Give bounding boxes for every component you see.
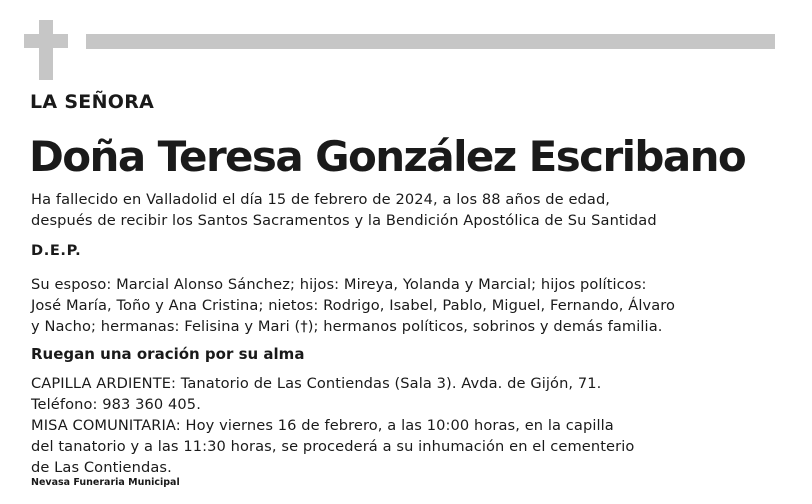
details-line: del tanatorio y a las 11:30 horas, se procederá a su inhumación en el cementerio: [31, 438, 635, 455]
dep-label: D.E.P.: [31, 242, 82, 259]
honorific-title: LA SEÑORA: [30, 91, 155, 113]
family-line: José María, Toño y Ana Cristina; nietos: Rodrigo, Isabel, Pablo, Miguel, Fernando, Álvaro: [31, 297, 676, 314]
family-line: Su esposo: Marcial Alonso Sánchez; hijos: Mireya, Yolanda y Marcial; hijos políticos:: [31, 276, 647, 293]
details-line: Teléfono: 983 360 405.: [31, 396, 201, 413]
family-list: [31, 274, 675, 337]
details-line: CAPILLA ARDIENTE: Tanatorio de Las Contiendas (Sala 3). Avda. de Gijón, 71.: [31, 375, 602, 392]
announcement-line: después de recibir los Santos Sacramentos y la Bendición Apostólica de Su Santidad: [31, 212, 657, 229]
deceased-name: Doña Teresa González Escribano: [29, 132, 746, 181]
funeral-home-credit: Nevasa Funeraria Municipal: [31, 477, 180, 488]
details-line: MISA COMUNITARIA: Hoy viernes 16 de febrero, a las 10:00 horas, en la capilla: [31, 417, 614, 434]
death-announcement: [31, 189, 657, 231]
service-details: [31, 373, 634, 478]
cross-horizontal-bar: [24, 34, 68, 48]
details-line: de Las Contiendas.: [31, 459, 172, 476]
announcement-line: Ha fallecido en Valladolid el día 15 de febrero de 2024, a los 88 años de edad,: [31, 191, 611, 208]
header-rule: [86, 34, 775, 49]
cross-icon: [24, 20, 68, 80]
prayer-request: Ruegan una oración por su alma: [31, 345, 305, 363]
cross-vertical-bar: [39, 20, 53, 80]
family-line: y Nacho; hermanas: Felisina y Mari (†); hermanos políticos, sobrinos y demás familia.: [31, 318, 663, 335]
